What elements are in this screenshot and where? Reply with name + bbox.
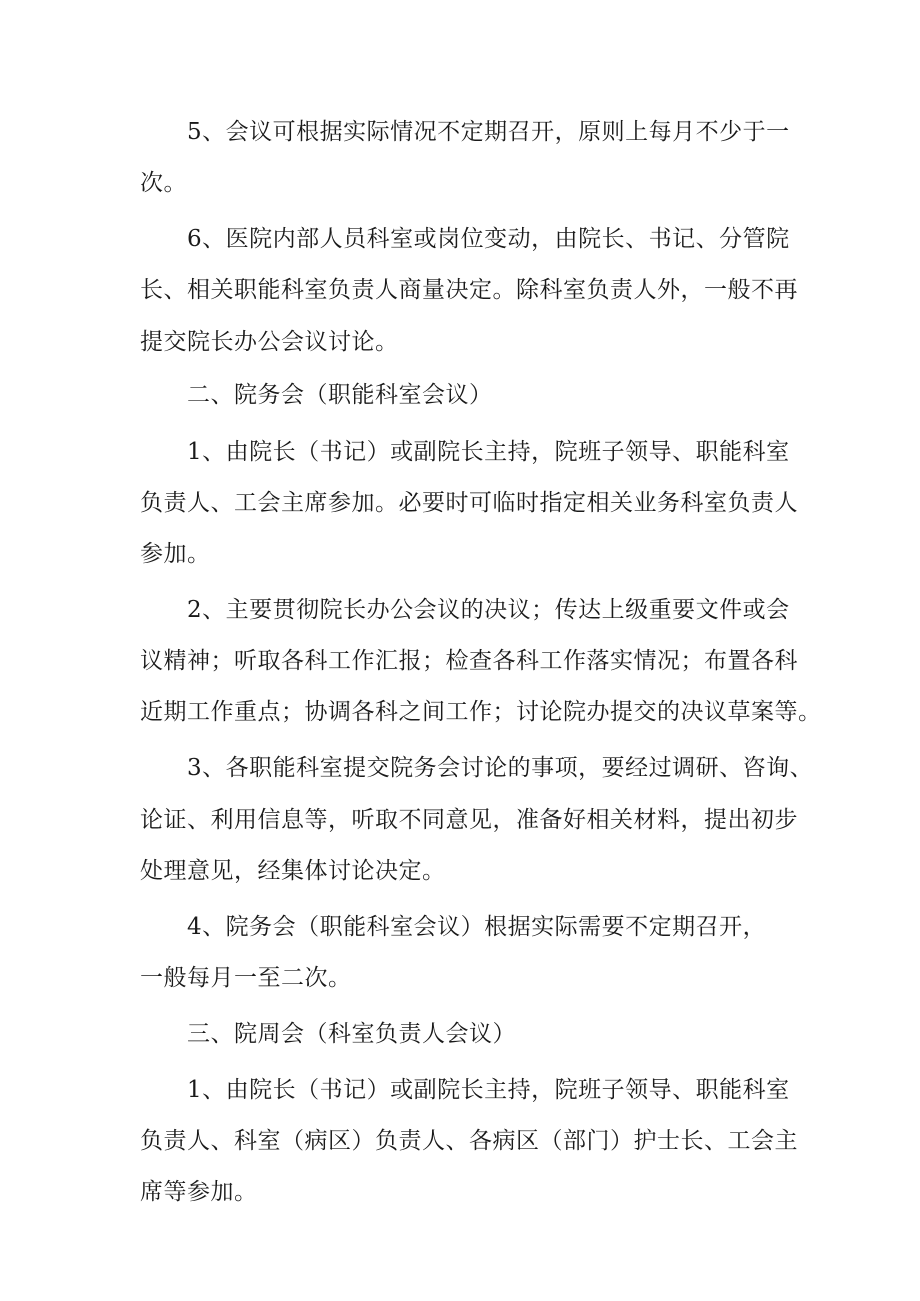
paragraph-line: 参加。 xyxy=(140,541,211,567)
paragraph-line: 近期工作重点；协调各科之间工作；讨论院办提交的决议草案等。 xyxy=(140,699,822,725)
paragraph-line: 负责人、工会主席参加。必要时可临时指定相关业务科室负责人 xyxy=(140,490,798,516)
paragraph-line: 6、医院内部人员科室或岗位变动，由院长、书记、分管院 xyxy=(187,226,790,252)
paragraph-line: 1、由院长（书记）或副院长主持，院班子领导、职能科室 xyxy=(187,439,790,465)
paragraph-line: 5、会议可根据实际情况不定期召开，原则上每月不少于一 xyxy=(187,119,790,145)
section-heading: 二、院务会（职能科室会议） xyxy=(187,382,493,408)
paragraph-line: 长、相关职能科室负责人商量决定。除科室负责人外，一般不再 xyxy=(140,277,798,303)
paragraph-line: 负责人、科室（病区）负责人、各病区（部门）护士长、工会主 xyxy=(140,1128,798,1154)
paragraph-line: 一般每月一至二次。 xyxy=(140,965,352,991)
paragraph-line: 2、主要贯彻院长办公会议的决议；传达上级重要文件或会 xyxy=(187,597,790,623)
paragraph-line: 3、各职能科室提交院务会讨论的事项，要经过调研、咨询、 xyxy=(187,755,814,781)
paragraph-line: 4、院务会（职能科室会议）根据实际需要不定期召开， xyxy=(187,914,767,940)
paragraph-line: 席等参加。 xyxy=(140,1179,258,1205)
paragraph-line: 处理意见，经集体讨论决定。 xyxy=(140,858,446,884)
paragraph-line: 论证、利用信息等，听取不同意见，准备好相关材料，提出初步 xyxy=(140,807,798,833)
paragraph-line: 提交院长办公会议讨论。 xyxy=(140,329,399,355)
paragraph-line: 议精神；听取各科工作汇报；检查各科工作落实情况；布置各科 xyxy=(140,648,798,674)
section-heading: 三、院周会（科室负责人会议） xyxy=(187,1021,516,1047)
paragraph-line: 次。 xyxy=(140,170,187,196)
paragraph-line: 1、由院长（书记）或副院长主持，院班子领导、职能科室 xyxy=(187,1077,790,1103)
